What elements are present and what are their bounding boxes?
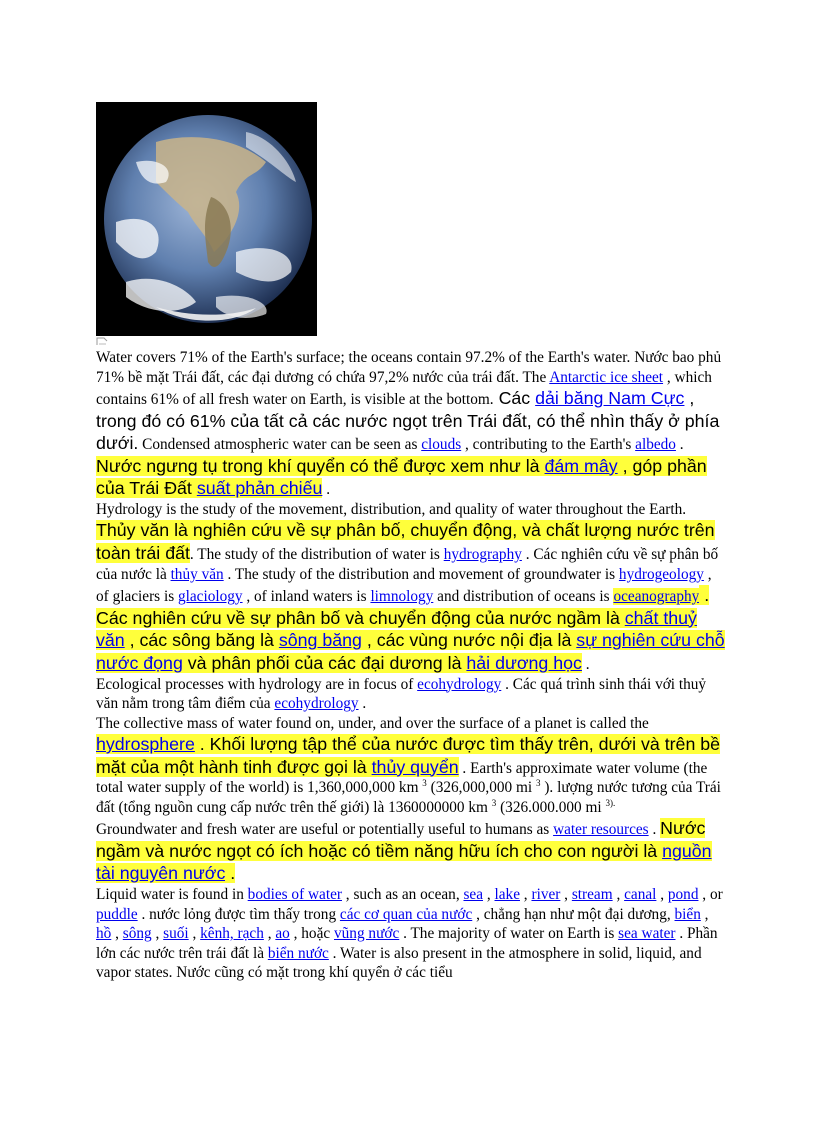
text-span: , of inland waters is <box>242 588 371 606</box>
link-nguon-tai-nguyen-nuoc[interactable]: nguồn tài nguyên nước <box>96 840 712 884</box>
link-river[interactable]: river <box>531 886 561 903</box>
text-span: Liquid water is found in <box>96 886 248 903</box>
link-albedo[interactable]: albedo <box>635 436 676 454</box>
document-page <box>96 102 726 983</box>
text-span: Water covers 71% of the Earth's surface; the oceans contain 97.2% of the Earth's water. Nước bao phủ 71% bề mặt Trái đất, các đại dương có chứa 97,2% nước của trái đất. The <box>96 349 722 386</box>
text-span: (326.000.000 mi <box>496 798 606 816</box>
highlighted-text: . Khối lượng tập thể của nước được tìm thấy trên, dưới và trên bề mặt của một hành tinh được gọi là <box>96 734 721 777</box>
paragraph-water-coverage <box>96 348 726 500</box>
link-cac-co-quan-cua-nuoc[interactable]: các cơ quan của nước <box>339 905 473 923</box>
link-oceanography[interactable]: oceanography <box>613 588 700 606</box>
text-span: , of glaciers is <box>96 565 712 606</box>
link-thuy-van[interactable]: thủy văn <box>170 565 224 583</box>
text-span: , <box>560 886 572 903</box>
link-ecohydrology-vi[interactable]: ecohydrology <box>274 695 359 713</box>
link-kenh-rach[interactable]: kênh, rạch <box>200 925 264 942</box>
text-span: . Earth's approximate water volume (the total water supply of the world) is 1,360,000,000 km <box>96 759 708 797</box>
text-span: , chẳng hạn như một đại dương, <box>472 905 675 923</box>
text-span: , hoặc <box>289 925 334 942</box>
highlighted-text: , các sông băng là <box>124 630 279 651</box>
paragraph-ecohydrology <box>96 675 726 714</box>
link-antarctic-ice-sheet[interactable]: Antarctic ice sheet <box>549 368 664 386</box>
link-song[interactable]: sông <box>122 925 152 942</box>
link-limnology[interactable]: limnology <box>370 588 434 606</box>
earth-photo <box>96 102 317 336</box>
text-span: . The majority of water on Earth is <box>399 925 619 942</box>
link-hydrography[interactable]: hydrography <box>443 546 522 564</box>
text-span: The collective mass of water found on, under, and over the surface of a planet is called the <box>96 714 649 732</box>
link-hai-duong-hoc[interactable]: hải dương học <box>466 652 582 673</box>
link-suat-phan-chieu[interactable]: suất phản chiếu <box>196 478 323 499</box>
link-song-bang[interactable]: sông băng <box>278 630 362 651</box>
text-span: , <box>151 925 164 942</box>
link-clouds[interactable]: clouds <box>421 436 462 454</box>
text-span: Ecological processes with hydrology are in focus of <box>96 675 418 693</box>
paragraph-hydrosphere <box>96 714 726 818</box>
highlighted-text: . <box>225 863 236 884</box>
text-span: . <box>648 821 661 839</box>
text-span: . nước lỏng được tìm thấy trong <box>137 905 340 923</box>
text-span: , <box>519 886 532 903</box>
link-dam-may[interactable]: đám mây <box>544 455 618 476</box>
link-bien-nuoc[interactable]: biển nước <box>267 944 329 962</box>
text-span: , <box>656 886 668 903</box>
link-glaciology[interactable]: glaciology <box>177 588 243 606</box>
text-span: . The study of the distribution of water is <box>189 546 444 564</box>
text-span: , <box>700 905 709 923</box>
text-span: , or <box>698 886 723 903</box>
text-span: . <box>675 436 684 454</box>
link-hydrogeology[interactable]: hydrogeology <box>618 565 704 583</box>
link-hydrosphere[interactable]: hydrosphere <box>96 734 195 755</box>
link-sea-water[interactable]: sea water <box>618 925 676 942</box>
superscript: 3 <box>422 778 427 789</box>
text-span: , which contains 61% of all fresh water on Earth, is visible at the bottom. <box>96 368 712 408</box>
link-sea[interactable]: sea <box>463 886 484 903</box>
highlighted-text: . Các nghiên cứu về sự phân bố và chuyển động của nước ngầm là <box>96 585 710 628</box>
link-water-resources[interactable]: water resources <box>553 821 649 839</box>
highlighted-text: , các vùng nước nội địa là <box>361 630 577 651</box>
link-su-nghien-cuu-cho-nuoc-dong[interactable]: sự nghiên cứu chỗ nước đọng <box>96 630 725 673</box>
text-span: . <box>581 655 590 673</box>
link-stream[interactable]: stream <box>571 886 613 903</box>
link-bodies-of-water[interactable]: bodies of water <box>247 886 342 903</box>
highlighted-text: , góp phần của Trái Đất <box>96 455 707 499</box>
highlighted-text: Nước ngưng tụ trong khí quyển có thể được xem như là <box>96 455 545 476</box>
broken-image-icon <box>96 337 108 346</box>
superscript: 3). <box>605 797 616 808</box>
link-thuy-quyen[interactable]: thủy quyển <box>371 756 459 777</box>
link-chat-thuy-van[interactable]: chất thuỷ văn <box>96 607 697 651</box>
text-span: , such as an ocean, <box>341 886 464 903</box>
link-ho[interactable]: hồ <box>96 925 112 942</box>
highlighted-text: Nước ngầm và nước ngọt có ích hoặc có tiềm năng hữu ích cho con người là <box>96 818 706 861</box>
paragraph-water-resources <box>96 817 726 885</box>
highlighted-text: và phân phối của các đại dương là <box>182 652 467 673</box>
text-span: (326,000,000 mi <box>426 779 536 797</box>
text-span: Các <box>493 388 536 408</box>
text-span: Groundwater and fresh water are useful or potentially useful to humans as <box>96 821 554 839</box>
text-span: . Phần lớn các nước trên trái đất là <box>96 925 718 962</box>
text-span: , <box>612 886 625 903</box>
paragraph-liquid-water <box>96 885 726 983</box>
text-span: , <box>483 886 495 903</box>
text-span: and distribution of oceans is <box>433 588 614 606</box>
text-span: Hydrology is the study of the movement, distribution, and quality of water throughout the Earth. <box>96 500 687 518</box>
text-span: . <box>358 695 367 713</box>
link-ecohydrology[interactable]: ecohydrology <box>417 675 502 693</box>
text-span: , <box>263 925 276 942</box>
text-span: . <box>322 481 331 499</box>
link-suoi[interactable]: suối <box>163 925 189 942</box>
link-ao[interactable]: ao <box>275 925 290 942</box>
superscript: 3 <box>536 778 541 789</box>
text-span: ). lượng nước tương của Trái đất (tổng nguồn cung cấp nước trên thế giới) là 1360000000 km <box>96 779 721 816</box>
text-span: . Các quá trình sinh thái với thuỷ văn nằm trong tâm điểm của <box>96 675 707 713</box>
highlighted-text: Thủy văn là nghiên cứu về sự phân bố, chuyển động, và chất lượng nước trên toàn trái đất <box>96 520 715 564</box>
link-canal[interactable]: canal <box>624 886 657 903</box>
text-span: . Water is also present in the atmosphere in solid, liquid, and vapor states. Nước cũng có mặt trong khí quyển ở các tiểu <box>96 944 702 981</box>
text-span: , contributing to the Earth's <box>461 436 636 454</box>
link-puddle[interactable]: puddle <box>96 905 138 923</box>
text-span: . The study of the distribution and movement of groundwater is <box>223 565 619 583</box>
link-vung-nuoc[interactable]: vũng nước <box>334 925 400 942</box>
link-bien[interactable]: biển <box>674 905 701 923</box>
paragraph-hydrology <box>96 500 726 675</box>
text-span: Condensed atmospheric water can be seen as <box>138 436 422 454</box>
text-span: , <box>111 925 123 942</box>
text-span: , <box>188 925 201 942</box>
link-lake[interactable]: lake <box>494 886 520 903</box>
article-body <box>96 348 726 983</box>
text-span: , trong đó có 61% của tất cả các nước ngọt trên Trái đất, có thể nhìn thấy ở phía dưới. <box>96 388 720 454</box>
link-pond[interactable]: pond <box>667 886 699 903</box>
link-dai-bang-nam-cuc[interactable]: dải băng Nam Cực <box>535 388 685 408</box>
superscript: 3 <box>491 797 497 808</box>
text-span: . Các nghiên cứu về sự phân bố của nước là <box>96 546 719 583</box>
